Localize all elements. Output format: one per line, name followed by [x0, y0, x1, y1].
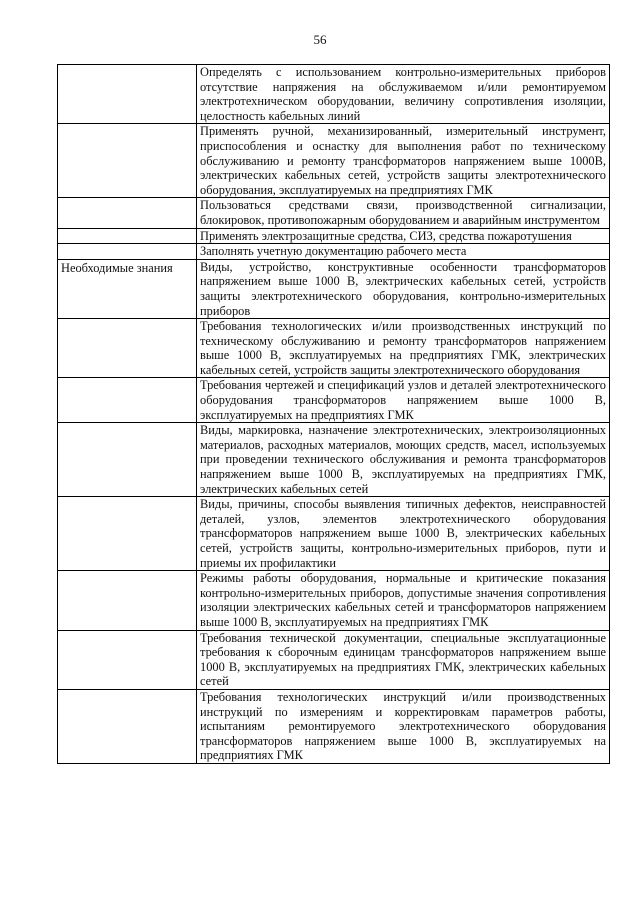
row-label	[58, 124, 197, 198]
row-text: Определять с использованием контрольно-измерительных приборов отсутствие напряжения на обслуживаемом и/или ремонтируемом электротехническом оборудовании, величину сопротивления изоляции, целостность кабельных линий	[197, 65, 610, 124]
row-label	[58, 198, 197, 228]
table-row	[58, 423, 610, 497]
table-row	[58, 65, 610, 124]
table-row	[58, 630, 610, 689]
table-row	[58, 571, 610, 630]
row-text: Требования технической документации, специальные эксплуатационные требования к сборочным единицам трансформаторов напряжением выше 1000 В, эксплуатируемых на предприятиях ГМК, электрических кабельных сетей	[197, 630, 610, 689]
table-row	[58, 319, 610, 378]
row-label	[58, 65, 197, 124]
row-label	[58, 378, 197, 423]
requirements-table	[57, 64, 610, 764]
row-label	[58, 244, 197, 260]
row-label	[58, 630, 197, 689]
table-row	[58, 124, 610, 198]
row-text: Режимы работы оборудования, нормальные и критические показания контрольно-измерительных приборов, допустимые значения сопротивления изоляции электрических кабельных сетей и трансформаторов напряжением выше 1000 В, эксплуатируемых на предприятиях ГМК	[197, 571, 610, 630]
row-text: Виды, причины, способы выявления типичных дефектов, неисправностей деталей, узлов, элементов электротехнического оборудования трансформаторов напряжением выше 1000 В, электрических кабельных сетей, устройств защиты, контрольно-измерительных приборов, пути и приемы их профилактики	[197, 497, 610, 571]
row-label	[58, 497, 197, 571]
row-text: Применять электрозащитные средства, СИЗ, средства пожаротушения	[197, 228, 610, 244]
table-row	[58, 244, 610, 260]
table-row	[58, 689, 610, 763]
row-text: Требования технологических инструкций и/или производственных инструкций по измерениям и корректировкам параметров работы, испытаниям ремонтируемого электротехнического оборудования трансформаторов напряжением выше 1000 В, эксплуатируемых на предприятиях ГМК	[197, 689, 610, 763]
table-row	[58, 497, 610, 571]
row-text: Виды, маркировка, назначение электротехнических, электроизоляционных материалов, расходных материалов, моющих средств, масел, используемых при проведении технического обслуживания и ремонта трансформаторов напряжением выше 1000 В, эксплуатируемых на предприятиях ГМК, электрических кабельных сетей	[197, 423, 610, 497]
row-text: Заполнять учетную документацию рабочего места	[197, 244, 610, 260]
row-text: Применять ручной, механизированный, измерительный инструмент, приспособления и оснастку для выполнения работ по техническому обслуживанию и ремонту трансформаторов напряжением выше 1000В, электрических кабельных сетей, устройств защиты электротехнического оборудования, эксплуатируемых на предприятиях ГМК	[197, 124, 610, 198]
row-label-required-knowledge: Необходимые знания	[58, 259, 197, 318]
table-row	[58, 259, 610, 318]
row-label	[58, 689, 197, 763]
row-label	[58, 228, 197, 244]
table-row	[58, 198, 610, 228]
page-number: 56	[313, 32, 327, 47]
row-label	[58, 319, 197, 378]
table-row	[58, 378, 610, 423]
table-row	[58, 228, 610, 244]
row-text: Виды, устройство, конструктивные особенности трансформаторов напряжением выше 1000 В, электрических кабельных сетей, устройств защиты электротехнического оборудования, контрольно-измерительных приборов	[197, 259, 610, 318]
row-text: Требования чертежей и спецификаций узлов и деталей электротехнического оборудования трансформаторов напряжением выше 1000 В, эксплуатируемых на предприятиях ГМК	[197, 378, 610, 423]
row-text: Пользоваться средствами связи, производственной сигнализации, блокировок, противопожарным оборудованием и аварийным инструментом	[197, 198, 610, 228]
row-text: Требования технологических и/или производственных инструкций по техническому обслуживанию и ремонту трансформаторов напряжением выше 1000 В, эксплуатируемых на предприятиях ГМК, электрических кабельных сетей, устройств защиты электротехнического оборудования	[197, 319, 610, 378]
row-label	[58, 423, 197, 497]
row-label	[58, 571, 197, 630]
